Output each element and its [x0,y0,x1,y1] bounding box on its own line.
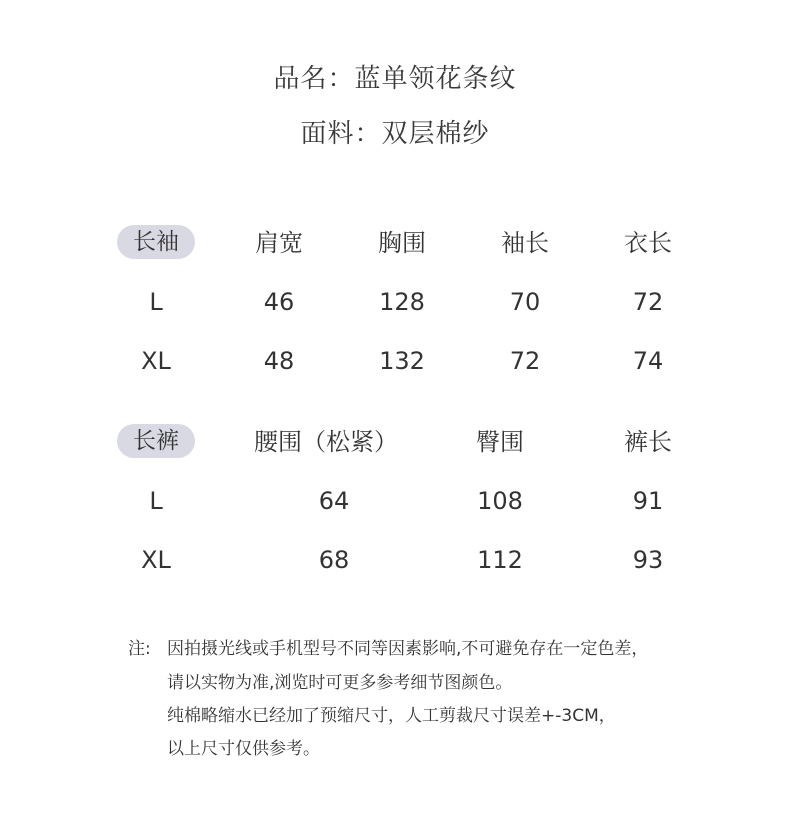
pants-row-value: 91 [632,487,664,515]
pants-row-value: 93 [632,546,664,574]
top-row-value: 70 [509,288,541,316]
product-name: 品名：蓝单领花条纹 [273,64,517,94]
pants-row-value: 112 [477,546,523,574]
top-header-chest: 胸围 [378,229,426,257]
product-fabric: 面料：双层棉纱 [300,119,490,149]
note-line: 请以实物为准,浏览时可更多参考细节图颜色。 [167,673,513,693]
top-row-value: 46 [263,288,295,316]
pants-row-value: 64 [318,487,350,515]
top-row-value: 74 [632,347,664,375]
top-header-sleeve: 袖长 [501,229,549,257]
pants-header-hip: 臀围 [476,428,524,456]
top-table-label: 长袖 [117,225,195,259]
note-line: 以上尺寸仅供参考。 [167,739,320,759]
top-row-value: 48 [263,347,295,375]
top-header-shoulder: 肩宽 [255,229,303,257]
top-row-value: 72 [509,347,541,375]
pants-header-waist: 腰围（松紧） [254,428,398,456]
pants-row-size: XL [141,546,171,574]
top-row-size: XL [141,347,171,375]
top-row-size: L [149,288,163,316]
note-line: 因拍摄光线或手机型号不同等因素影响,不可避免存在一定色差， [167,639,649,659]
note-line: 纯棉略缩水已经加了预缩尺寸，人工剪裁尺寸误差+-3CM， [167,706,616,726]
top-row-value: 128 [379,288,425,316]
pants-row-value: 108 [477,487,523,515]
pants-header-length: 裤长 [624,428,672,456]
pants-row-size: L [149,487,163,515]
top-row-value: 72 [632,288,664,316]
pants-row-value: 68 [318,546,350,574]
pants-table-label: 长裤 [117,424,195,458]
top-row-value: 132 [379,347,425,375]
top-header-length: 衣长 [624,229,672,257]
note-prefix: 注: [128,639,151,659]
